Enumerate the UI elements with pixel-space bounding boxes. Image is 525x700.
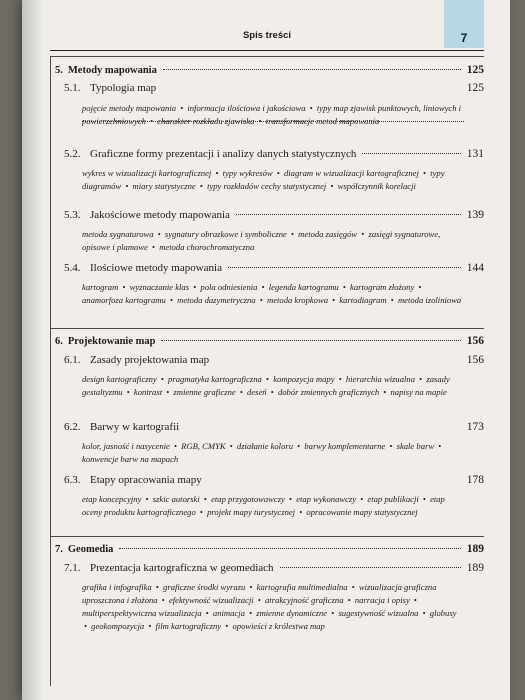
keyword: kartografia multimedialna: [256, 582, 348, 592]
leader-dots: [280, 567, 461, 568]
keyword: etap publikacji: [367, 494, 419, 504]
section-page: 173: [466, 421, 484, 433]
section-number: 6.1.: [64, 354, 81, 366]
keyword: opracowanie mapy statystycznej: [306, 507, 418, 517]
keyword: multiperspektywiczna wizualizacja: [82, 608, 202, 618]
leader-dots: [119, 548, 460, 549]
section-title: Graficzne formy prezentacji i analizy danych statystycznych: [90, 148, 357, 160]
keyword: zmienne dynamiczne: [256, 608, 328, 618]
chapter-bar: [50, 328, 51, 536]
bullet-separator: •: [331, 608, 335, 618]
keyword: sugestywność wizualna: [338, 608, 419, 618]
bullet-separator: •: [166, 387, 170, 397]
bullet-separator: •: [276, 168, 280, 178]
section-keywords: [82, 581, 464, 633]
keyword: charakter rozkładu zjawiska: [157, 116, 255, 126]
bullet-separator: •: [125, 181, 129, 191]
keyword: grafika i infografika: [82, 582, 152, 592]
keyword: atrakcyjność graficzna: [265, 595, 344, 605]
section-keywords: [82, 493, 464, 519]
keyword: wykres w wizualizacji kartograficznej: [82, 168, 212, 178]
toc-section-5-4[interactable]: [64, 262, 484, 274]
keyword: informacja ilościowa i jakościowa: [187, 103, 306, 113]
keyword: metoda zasięgów: [298, 229, 358, 239]
toc-chapter-7[interactable]: [50, 543, 484, 555]
bullet-separator: •: [289, 494, 293, 504]
keyword: metoda izoliniowa: [397, 295, 462, 305]
keyword: konwencje barw na mapach: [82, 454, 179, 464]
bullet-separator: •: [205, 608, 209, 618]
bullet-separator: •: [126, 387, 130, 397]
keyword: deseń: [247, 387, 267, 397]
section-title: Typologia map: [90, 82, 157, 94]
keyword: globusy: [429, 608, 457, 618]
bullet-separator: •: [360, 494, 364, 504]
bullet-separator: •: [422, 608, 426, 618]
bullet-separator: •: [297, 441, 301, 451]
keyword: pojęcie metody mapowania: [82, 103, 177, 113]
keyword: zasady gestaltyzmu: [82, 374, 450, 397]
section-number: 7.1.: [64, 562, 81, 574]
toc-section-5-2[interactable]: [64, 148, 484, 160]
section-title: Etapy opracowania mapy: [90, 474, 202, 486]
keyword: design kartograficzny: [82, 374, 157, 384]
keyword: animacja: [212, 608, 245, 618]
bullet-separator: •: [413, 595, 417, 605]
section-keywords: [82, 281, 464, 307]
keyword: diagram w wizualizacji kartograficznej: [284, 168, 419, 178]
chapter-title: Projektowanie map: [67, 336, 156, 347]
bullet-separator: •: [193, 282, 197, 292]
keyword: typy diagramów: [82, 168, 445, 191]
keyword: legenda kartogramu: [268, 282, 339, 292]
bullet-separator: •: [161, 595, 165, 605]
bullet-separator: •: [257, 595, 261, 605]
bullet-separator: •: [351, 582, 355, 592]
section-page: 131: [466, 148, 484, 160]
toc-section-6-1[interactable]: [64, 354, 484, 366]
keyword: efektywność wizualizacji: [168, 595, 254, 605]
section-keywords: [82, 373, 464, 399]
bullet-separator: •: [225, 621, 229, 631]
section-page: 125: [466, 82, 484, 94]
bullet-separator: •: [438, 441, 442, 451]
bullet-separator: •: [145, 494, 149, 504]
keyword: graficzne środki wyrazu: [163, 582, 246, 592]
keyword: kartogram: [82, 282, 119, 292]
chapter-rule: [50, 328, 484, 329]
keyword: wizualizacja graficzna uproszczona i złożona: [82, 582, 437, 605]
keyword: skale barw: [396, 441, 435, 451]
bullet-separator: •: [299, 507, 303, 517]
page-number-tab: 7: [444, 0, 484, 48]
toc-chapter-6[interactable]: [50, 335, 484, 347]
bullet-separator: •: [249, 608, 253, 618]
chapter-number: 6.: [55, 336, 63, 347]
keyword: metoda chorochromatyczna: [159, 242, 255, 252]
bullet-separator: •: [361, 229, 365, 239]
keyword: projekt mapy turystycznej: [207, 507, 296, 517]
chapter-rule: [50, 536, 484, 537]
keyword: kompozycja mapy: [273, 374, 335, 384]
bullet-separator: •: [259, 295, 263, 305]
toc-chapter-5[interactable]: [50, 64, 484, 76]
bullet-separator: •: [261, 282, 265, 292]
bullet-separator: •: [258, 116, 262, 126]
book-page: [22, 0, 510, 700]
section-title: Zasady projektowania map: [90, 354, 210, 366]
bullet-separator: •: [122, 282, 126, 292]
bullet-separator: •: [332, 295, 336, 305]
section-number: 5.4.: [64, 262, 81, 274]
keyword: etap wykonawczy: [296, 494, 357, 504]
keyword: hierarchia wizualna: [345, 374, 416, 384]
keyword: kontrast: [133, 387, 163, 397]
section-page: 189: [466, 562, 484, 574]
bullet-separator: •: [148, 621, 152, 631]
keyword: pragmatyka kartograficzna: [168, 374, 262, 384]
bullet-separator: •: [347, 595, 351, 605]
bullet-separator: •: [419, 374, 423, 384]
toc-section-7-1[interactable]: [64, 562, 484, 574]
keyword: napisy na mapie: [390, 387, 447, 397]
chapter-page: 156: [466, 335, 484, 347]
bullet-separator: •: [389, 441, 393, 451]
bullet-separator: •: [309, 103, 313, 113]
bullet-separator: •: [423, 168, 427, 178]
section-number: 5.3.: [64, 209, 81, 221]
keyword: metoda sygnaturowa: [82, 229, 154, 239]
section-page: 178: [466, 474, 484, 486]
running-header: [50, 28, 484, 51]
section-page: 139: [466, 209, 484, 221]
section-keywords: [82, 228, 464, 254]
bullet-separator: •: [390, 295, 394, 305]
bullet-separator: •: [84, 621, 88, 631]
bullet-separator: •: [155, 582, 159, 592]
bullet-separator: •: [229, 441, 233, 451]
keyword: zmienne graficzne: [173, 387, 236, 397]
bullet-separator: •: [169, 295, 173, 305]
bullet-separator: •: [215, 168, 219, 178]
section-keywords: [82, 167, 464, 193]
leader-dots: [236, 214, 461, 215]
leader-dots: [228, 267, 461, 268]
keyword: RGB, CMYK: [181, 441, 226, 451]
chapter-number: 7.: [55, 544, 63, 555]
keyword: geokompozycja: [91, 621, 145, 631]
bullet-separator: •: [249, 582, 253, 592]
header-title: Spis treści: [242, 30, 292, 41]
bullet-separator: •: [338, 374, 342, 384]
keyword: wyznaczanie klas: [129, 282, 190, 292]
bullet-separator: •: [342, 282, 346, 292]
keyword: współczynnik korelacji: [337, 181, 416, 191]
toc-section-5-3[interactable]: [64, 209, 484, 221]
section-title: Barwy w kartografii: [90, 421, 180, 433]
keyword: etap koncepcyjny: [82, 494, 142, 504]
toc-section-6-2[interactable]: [64, 421, 484, 433]
keyword: pola odniesienia: [200, 282, 258, 292]
toc-section-5-1[interactable]: [64, 82, 484, 94]
bullet-separator: •: [152, 242, 156, 252]
chapter-title: Geomedia: [67, 544, 114, 555]
chapter-rule: [50, 56, 484, 57]
section-title: Ilościowe metody mapowania: [90, 262, 222, 274]
keyword: etap oceny produktu kartograficznego: [82, 494, 445, 517]
leader-dots: [82, 121, 464, 122]
section-number: 6.2.: [64, 421, 81, 433]
bullet-separator: •: [160, 374, 164, 384]
keyword: metoda dazymetryczna: [177, 295, 256, 305]
section-title: Jakościowe metody mapowania: [90, 209, 230, 221]
keyword: szkic autorski: [152, 494, 200, 504]
section-title: Prezentacja kartograficzna w geomediach: [90, 562, 274, 574]
chapter-page: 189: [466, 543, 484, 555]
keyword: film kartograficzny: [155, 621, 222, 631]
bullet-separator: •: [383, 387, 387, 397]
bullet-separator: •: [199, 507, 203, 517]
chapter-number: 5.: [55, 65, 63, 76]
bullet-separator: •: [174, 441, 178, 451]
bullet-separator: •: [150, 116, 154, 126]
leader-dots: [163, 69, 461, 70]
keyword: etap przygotowawczy: [211, 494, 285, 504]
keyword: narracja i opisy: [354, 595, 410, 605]
keyword: miary statystyczne: [132, 181, 196, 191]
section-page: 144: [466, 262, 484, 274]
chapter-title: Metody mapowania: [67, 65, 157, 76]
bullet-separator: •: [239, 387, 243, 397]
keyword: kolor, jasność i nasycenie: [82, 441, 170, 451]
toc-section-6-3[interactable]: [64, 474, 484, 486]
keyword: transformacje metod mapowania: [265, 116, 380, 126]
bullet-separator: •: [422, 494, 426, 504]
keyword: sygnatury obrazkowe i symboliczne: [164, 229, 287, 239]
keyword: działanie koloru: [236, 441, 294, 451]
bullet-separator: •: [203, 494, 207, 504]
chapter-bar: [50, 56, 51, 328]
keyword: kartodiagram: [339, 295, 387, 305]
section-number: 5.2.: [64, 148, 81, 160]
section-page: 156: [466, 354, 484, 366]
keyword: typy rozkładów cechy statystycznej: [207, 181, 327, 191]
keyword: kartogram złożony: [350, 282, 415, 292]
section-number: 6.3.: [64, 474, 81, 486]
keyword: anamorfoza kartogramu: [82, 295, 166, 305]
leader-dots: [362, 153, 460, 154]
keyword: barwy komplementarne: [304, 441, 386, 451]
keyword: dobór zmiennych graficznych: [277, 387, 380, 397]
bullet-separator: •: [180, 103, 184, 113]
keyword: typy wykresów: [222, 168, 273, 178]
keyword: opowieści z królestwa map: [232, 621, 325, 631]
bullet-separator: •: [266, 374, 270, 384]
leader-dots: [161, 340, 460, 341]
section-number: 5.1.: [64, 82, 81, 94]
section-keywords: [82, 440, 464, 466]
bullet-separator: •: [270, 387, 274, 397]
chapter-bar: [50, 536, 51, 686]
bullet-separator: •: [199, 181, 203, 191]
bullet-separator: •: [157, 229, 161, 239]
bullet-separator: •: [330, 181, 334, 191]
bullet-separator: •: [291, 229, 295, 239]
keyword: metoda kropkowa: [266, 295, 329, 305]
keyword: typy map zjawisk punktowych, liniowych i powierzchniowych: [82, 103, 462, 126]
chapter-page: 125: [466, 64, 484, 76]
keyword: zasięgi sygnaturowe, opisowe i plamowe: [82, 229, 441, 252]
bullet-separator: •: [418, 282, 422, 292]
